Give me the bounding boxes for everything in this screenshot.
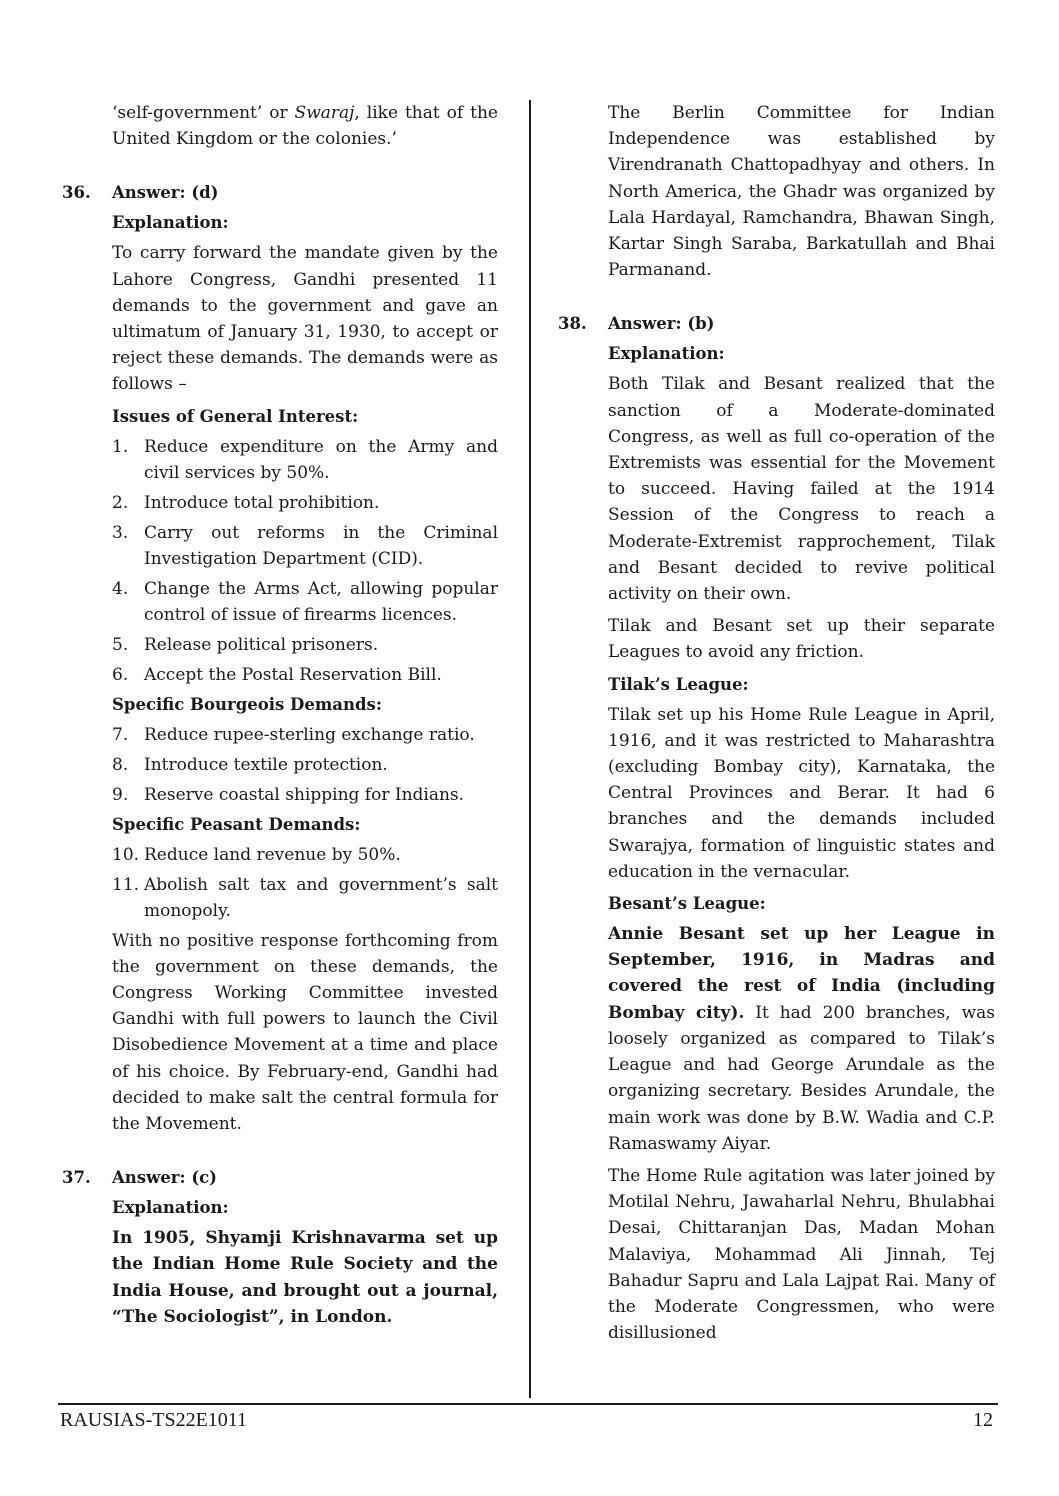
question-number: 36.: [62, 183, 91, 203]
question-37-header: [62, 1165, 498, 1191]
general-interest-heading: Issues of General Interest:: [112, 406, 359, 426]
column-divider: [529, 100, 531, 1398]
list-item-text: Release political prisoners.: [144, 634, 379, 655]
q36-paragraph-2: With no positive response forthcoming from the government on these demands, the Congress Working Committee invested Gandhi with full powers to launch the Civil Disobedience Movement at a time and place of his choice. By February-end, Gandhi had decided to make salt the central formula for the Movement.: [112, 930, 498, 1135]
explanation-label: Explanation:: [112, 1198, 229, 1218]
list-item-text: Reduce land revenue by 50%.: [144, 844, 401, 865]
question-number: 37.: [62, 1168, 91, 1188]
answer-label: Answer: (b): [608, 314, 715, 334]
list-item-number: 9.: [112, 784, 129, 805]
list-item-text: Reduce rupee-sterling exchange ratio.: [144, 724, 475, 745]
list-item: [112, 434, 498, 486]
list-item-text: Introduce total prohibition.: [144, 492, 380, 513]
bourgeois-heading: Specific Bourgeois Demands:: [112, 694, 382, 714]
list-item: [112, 752, 498, 778]
q36-paragraph-1: To carry forward the mandate given by the Lahore Congress, Gandhi presented 11 demands to the government and gave an ultimatum of January 31, 1930, to accept or reject these demands. The demands were as follows –: [112, 243, 498, 395]
list-item-number: 10.: [112, 844, 140, 865]
list-item-number: 2.: [112, 492, 129, 513]
question-number: 38.: [558, 314, 587, 334]
besant-league-paragraph: Annie Besant set up her League in September, 1916, in Madras and covered the rest of India (including Bombay city). It had 200 branches, was loosely organized as compared to Tilak’s League and had George Arundale as the organizing secretary. Besides Arundale, the main work was done by B.W. Wadia and C.P. Ramaswamy Aiyar.: [608, 924, 995, 1154]
tilak-league-paragraph: Tilak set up his Home Rule League in April, 1916, and it was restricted to Maharashtra (excluding Bombay city), Karnataka, the Central Provinces and Berar. It had 6 branches and the demands included Swarajya, formation of linguistic states and education in the vernacular.: [608, 704, 995, 882]
home-rule-final-paragraph: The Home Rule agitation was later joined by Motilal Nehru, Jawaharlal Nehru, Bhulabhai Desai, Chittaranjan Das, Madan Mohan Malaviya, Mohammad Ali Jinnah, Tej Bahadur Sapru and Lala Lajpat Rai. Many of the Moderate Congressmen, who were disillusioned: [608, 1165, 995, 1344]
list-item-number: 5.: [112, 634, 129, 655]
list-item: [112, 842, 498, 868]
q37-bold-paragraph: In 1905, Shyamji Krishnavarma set up the Indian Home Rule Society and the India House, and brought out a journal, “The Sociologist”, in London.: [112, 1228, 498, 1327]
peasant-heading: Specific Peasant Demands:: [112, 814, 361, 834]
list-item: [112, 490, 498, 516]
list-item-number: 8.: [112, 754, 129, 775]
list-item: [112, 576, 498, 628]
list-item-text: Abolish salt tax and government’s salt monopoly.: [144, 874, 498, 921]
left-column: [62, 100, 498, 1336]
question-38-header: [558, 311, 995, 337]
page-number: 12: [973, 1409, 993, 1431]
explanation-label: Explanation:: [112, 213, 229, 233]
list-item-number: 6.: [112, 664, 129, 685]
answer-label: Answer: (c): [112, 1168, 217, 1188]
general-interest-list: [62, 434, 498, 688]
list-item-text: Accept the Postal Reservation Bill.: [144, 664, 442, 685]
list-item: [112, 872, 498, 924]
list-item-number: 1.: [112, 436, 129, 457]
list-item-number: 11.: [112, 874, 140, 895]
list-item: [112, 632, 498, 658]
list-item: [112, 782, 498, 808]
list-item: [112, 662, 498, 688]
q38-paragraph-1: Both Tilak and Besant realized that the sanction of a Moderate-dominated Congress, as well as full co-operation of the Extremists was essential for the Movement to succeed. Having failed at the 1914 Session of the Congress to reach a Moderate-Extremist rapprochement, Tilak and Besant decided to revive political activity on their own.: [608, 374, 995, 605]
list-item-text: Carry out reforms in the Criminal Investigation Department (CID).: [144, 522, 498, 569]
list-item-text: Reserve coastal shipping for Indians.: [144, 784, 465, 805]
list-item-number: 3.: [112, 522, 129, 543]
footer-rule: [58, 1403, 998, 1405]
besant-league-heading: Besant’s League:: [608, 894, 766, 914]
bourgeois-list: [62, 722, 498, 808]
list-item: [112, 722, 498, 748]
tilak-league-heading: Tilak’s League:: [608, 674, 749, 694]
document-code: RAUSIAS-TS22E1011: [60, 1409, 248, 1431]
intro-paragraph: ‘self-government’ or Swaraj, like that of the United Kingdom or the colonies.’: [112, 103, 498, 150]
q37-continued-paragraph: The Berlin Committee for Indian Independence was established by Virendranath Chattopadhyay and others. In North America, the Ghadr was organized by Lala Hardayal, Ramchandra, Bhawan Singh, Kartar Singh Saraba, Barkatullah and Bhai Parmanand.: [608, 103, 995, 281]
list-item: [112, 520, 498, 572]
explanation-label: Explanation:: [608, 344, 725, 364]
q38-paragraph-2: Tilak and Besant set up their separate Leagues to avoid any friction.: [608, 616, 995, 663]
list-item-number: 4.: [112, 578, 129, 599]
question-36-header: [62, 180, 498, 206]
answer-label: Answer: (d): [112, 183, 219, 203]
list-item-text: Change the Arms Act, allowing popular control of issue of firearms licences.: [144, 578, 498, 625]
right-column: [558, 100, 995, 1352]
list-item-text: Reduce expenditure on the Army and civil services by 50%.: [144, 436, 498, 483]
peasant-list: [62, 842, 498, 924]
list-item-text: Introduce textile protection.: [144, 754, 388, 775]
list-item-number: 7.: [112, 724, 129, 745]
